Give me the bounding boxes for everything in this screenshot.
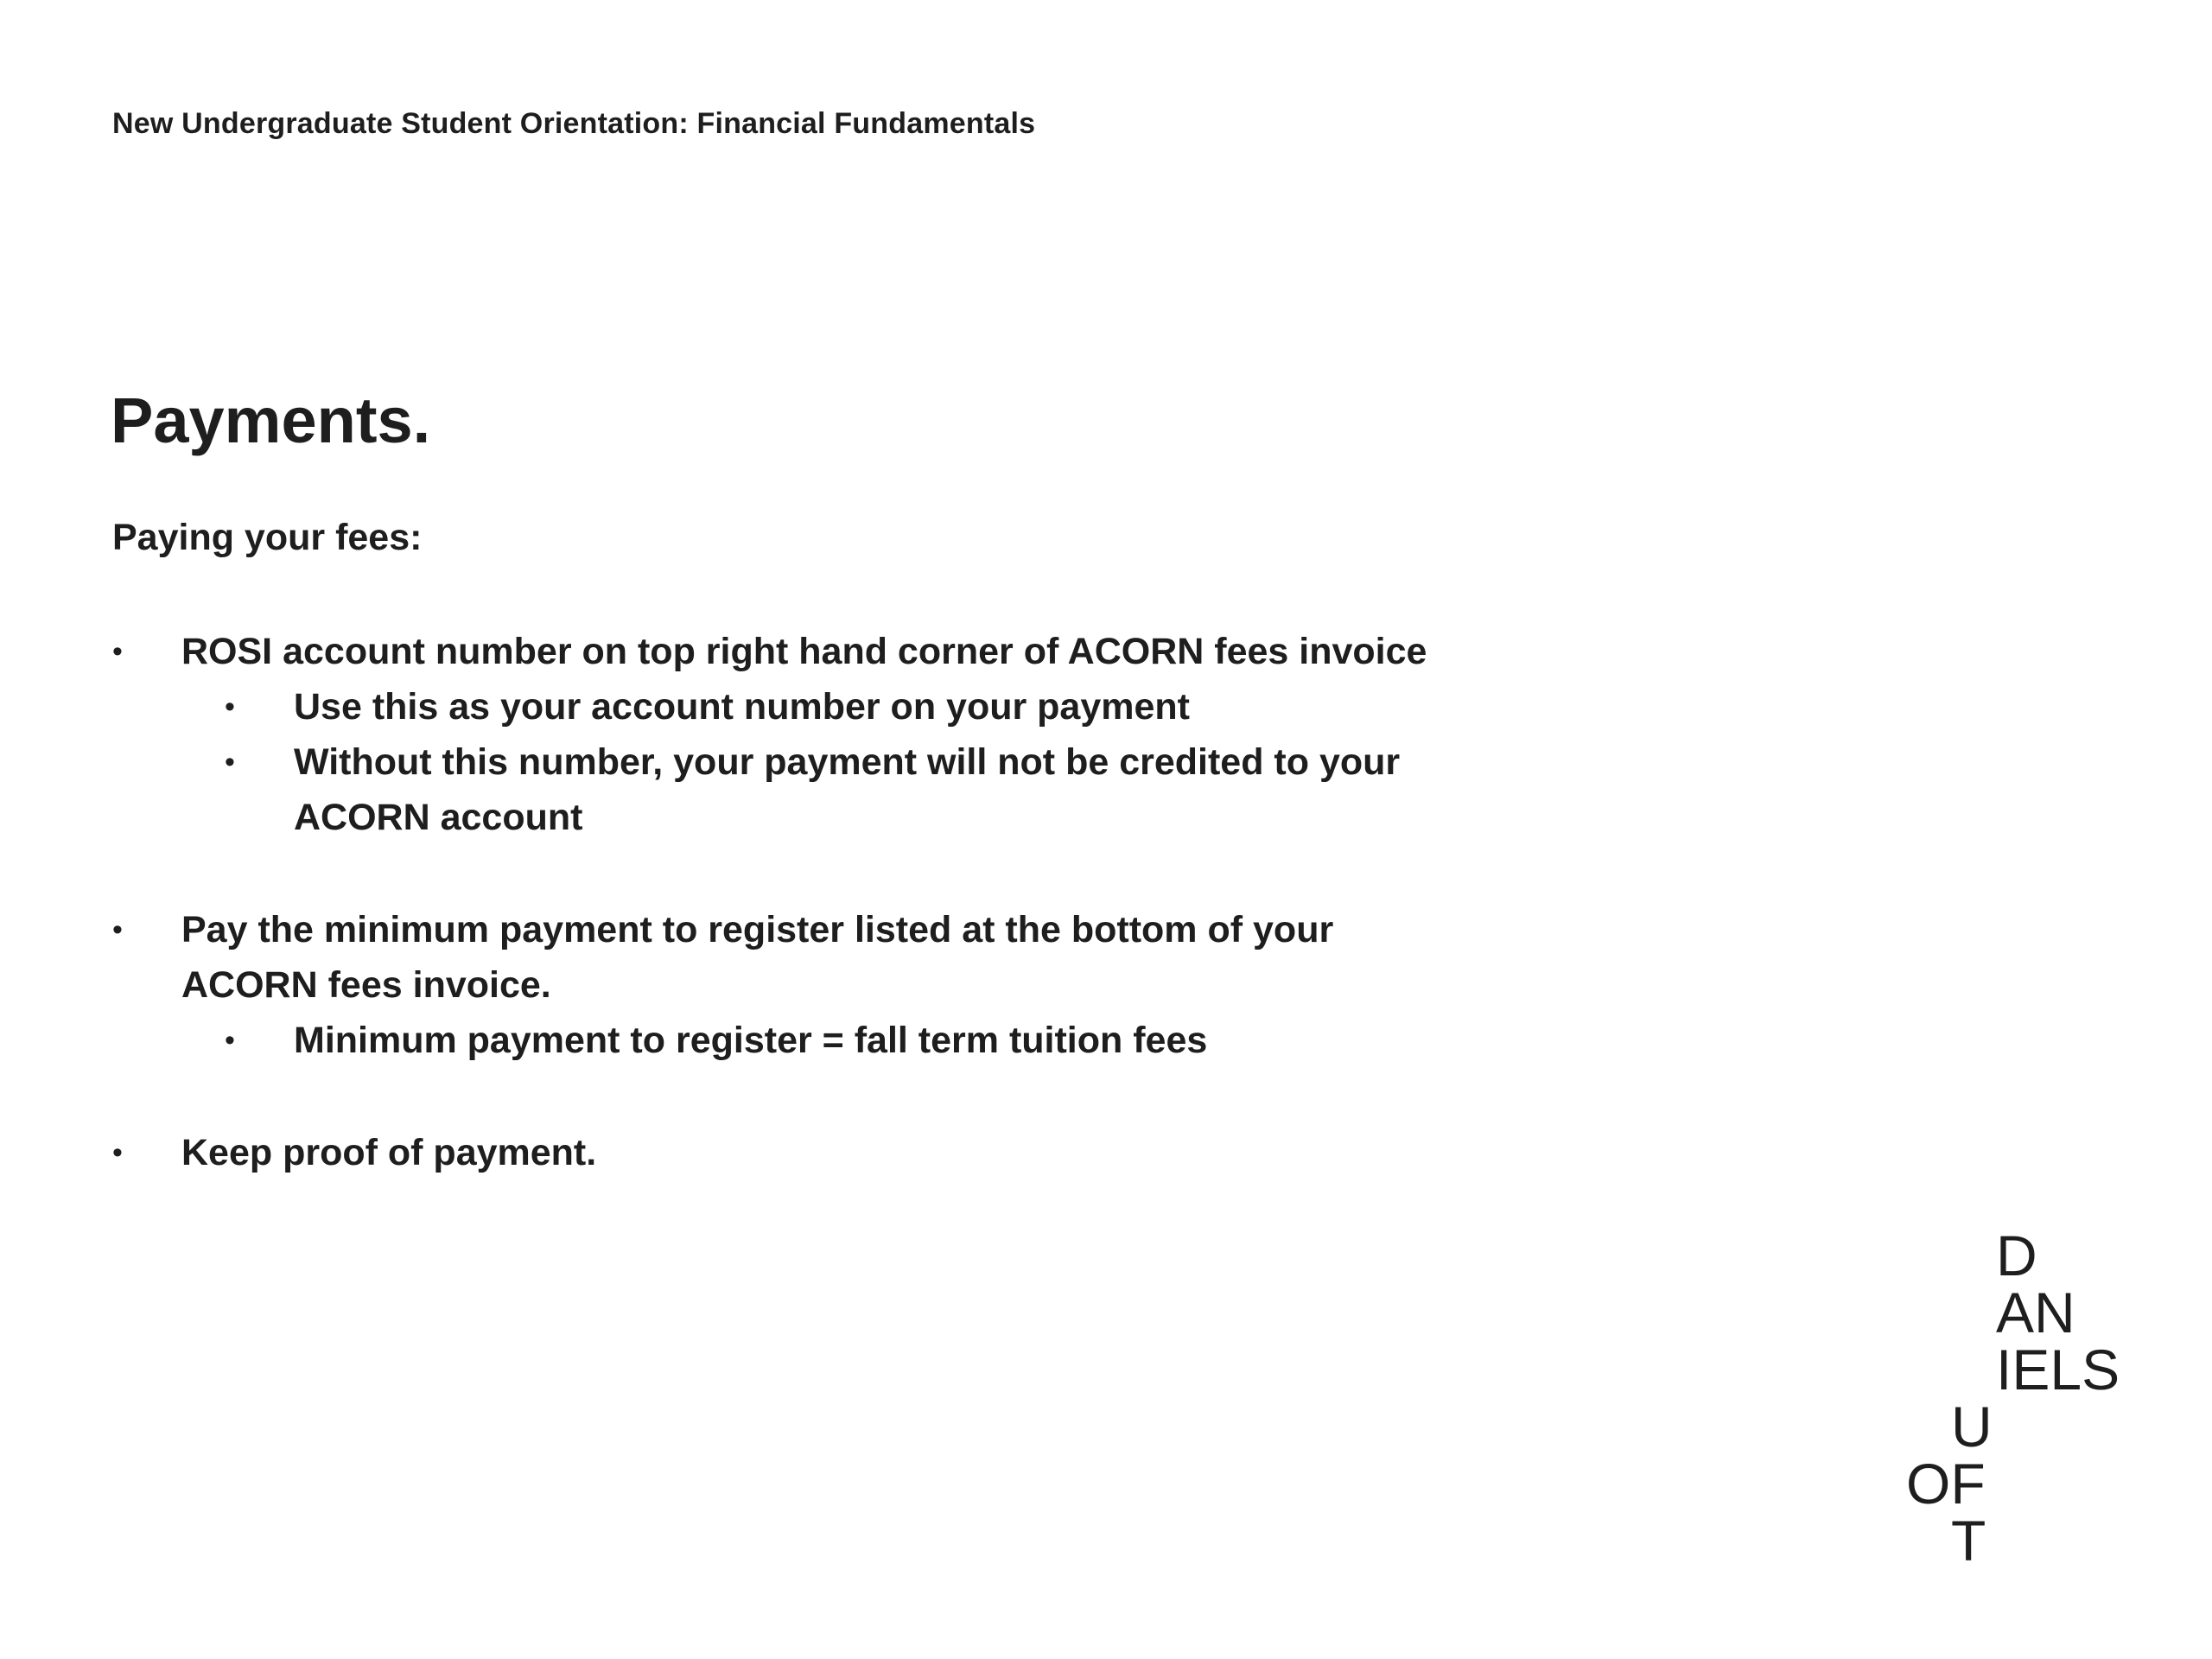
bullet-glyph: • <box>112 635 123 668</box>
sub-bullet-glyph: • <box>225 1024 235 1057</box>
sub-bullet-glyph: • <box>225 690 235 723</box>
slide-intro: Paying your fees: <box>112 517 423 558</box>
logo-line-1: D <box>1996 1224 2037 1287</box>
sub-bullet-glyph: • <box>225 746 235 779</box>
bullet-item-1: ROSI account number on top right hand corner of ACORN fees invoice <box>181 631 1427 672</box>
logo-line-3: IELS <box>1996 1338 2120 1402</box>
bullet-item-3: Keep proof of payment. <box>181 1132 597 1173</box>
sub-bullet-item-1-1: Use this as your account number on your payment <box>294 686 1190 728</box>
sub-bullet-item-2-1: Minimum payment to register = fall term tuition fees <box>294 1020 1208 1061</box>
daniels-uoft-logo <box>1901 1224 2126 1573</box>
logo-line-5: OF <box>1906 1452 1986 1516</box>
logo-line-4: U <box>1951 1395 1993 1459</box>
bullet-item-2-line-1: Pay the minimum payment to register listed at the bottom of your <box>181 909 1334 950</box>
bullet-glyph: • <box>112 1136 123 1169</box>
sub-bullet-item-1-2-line-2: ACORN account <box>294 797 583 838</box>
bullet-item-2-line-2: ACORN fees invoice. <box>181 964 551 1006</box>
bullet-glyph: • <box>112 913 123 946</box>
logo-line-2: AN <box>1996 1281 2075 1344</box>
slide-title: Payments. <box>111 385 431 456</box>
presentation-header: New Undergraduate Student Orientation: Financial Fundamentals <box>112 107 1036 140</box>
logo-line-6: T <box>1951 1509 1986 1573</box>
sub-bullet-item-1-2-line-1: Without this number, your payment will not be credited to your <box>294 741 1401 783</box>
